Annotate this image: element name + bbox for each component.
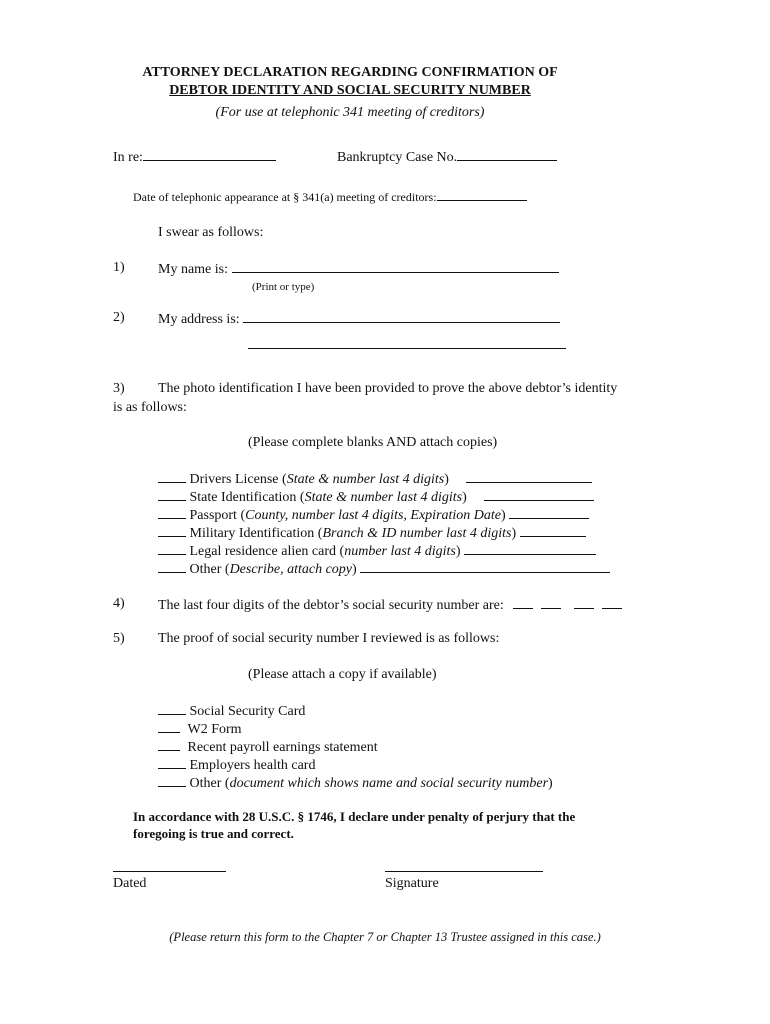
state-id-field[interactable] <box>484 488 594 501</box>
item5-instruction: (Please attach a copy if available) <box>248 667 437 682</box>
item1-row <box>158 260 559 278</box>
form-title-line1: ATTORNEY DECLARATION REGARDING CONFIRMATION OF <box>142 65 558 80</box>
health-card-check[interactable] <box>158 756 186 769</box>
ssn-digit-4[interactable] <box>602 596 622 609</box>
option-passport: Passport (County, number last 4 digits, Expiration Date) <box>158 506 589 524</box>
option-other-ssn: Other (document which shows name and social security number) <box>158 774 553 792</box>
w2-form-check[interactable] <box>158 720 180 733</box>
option-military-id: Military Identification (Branch & ID number last 4 digits) <box>158 524 586 542</box>
alien-card-check[interactable] <box>158 542 186 555</box>
option-ss-card: Social Security Card <box>158 702 305 720</box>
in-re-row <box>113 148 276 166</box>
item1-label: My name is: <box>158 262 228 277</box>
state-id-check[interactable] <box>158 488 186 501</box>
option-alien-card: Legal residence alien card (number last 4 digits) <box>158 542 596 560</box>
case-no-field[interactable] <box>457 148 557 161</box>
payroll-statement-check[interactable] <box>158 738 180 751</box>
footer-note: (Please return this form to the Chapter 7 or Chapter 13 Trustee assigned in this case.) <box>169 930 601 944</box>
other-ssn-check[interactable] <box>158 774 186 787</box>
item3-text-line2: is as follows: <box>113 400 187 415</box>
item2-label: My address is: <box>158 312 240 327</box>
ssn-digit-1[interactable] <box>513 596 533 609</box>
drivers-license-field[interactable] <box>466 470 592 483</box>
passport-check[interactable] <box>158 506 186 519</box>
ssn-digit-3[interactable] <box>574 596 594 609</box>
declaration-line1: In accordance with 28 U.S.C. § 1746, I declare under penalty of perjury that the <box>133 809 576 824</box>
in-re-label: In re: <box>113 150 143 165</box>
name-field[interactable] <box>232 260 559 273</box>
option-drivers-license: Drivers License (State & number last 4 digits) <box>158 470 592 488</box>
case-no-label: Bankruptcy Case No. <box>337 150 458 165</box>
date-row <box>133 188 527 205</box>
other-id-check[interactable] <box>158 560 186 573</box>
signature-label: Signature <box>385 876 439 891</box>
address-field-line1[interactable] <box>243 310 560 323</box>
passport-field[interactable] <box>509 506 589 519</box>
item4-text: The last four digits of the debtor’s social security number are: <box>158 598 504 613</box>
item1-number: 1) <box>113 260 125 275</box>
form-subtitle: (For use at telephonic 341 meeting of creditors) <box>215 105 485 120</box>
signature-field[interactable] <box>385 871 543 872</box>
print-or-type-note: (Print or type) <box>252 281 315 293</box>
option-other-id: Other (Describe, attach copy) <box>158 560 610 578</box>
date-field[interactable] <box>437 188 527 201</box>
military-id-check[interactable] <box>158 524 186 537</box>
drivers-license-check[interactable] <box>158 470 186 483</box>
item5-number: 5) <box>113 631 125 646</box>
date-label: Date of telephonic appearance at § 341(a) meeting of creditors: <box>133 190 437 204</box>
address-field-line2[interactable] <box>248 348 566 349</box>
item4-number: 4) <box>113 596 125 611</box>
dated-field[interactable] <box>113 871 226 872</box>
item2-number: 2) <box>113 310 125 325</box>
dated-label: Dated <box>113 876 147 891</box>
declaration-line2: foregoing is true and correct. <box>133 826 294 841</box>
item3-instruction: (Please complete blanks AND attach copies) <box>248 435 498 450</box>
military-id-field[interactable] <box>520 524 586 537</box>
option-state-id: State Identification (State & number last 4 digits) <box>158 488 594 506</box>
option-payroll-statement: Recent payroll earnings statement <box>158 738 378 756</box>
in-re-field[interactable] <box>143 148 276 161</box>
item3-number: 3) <box>113 381 125 396</box>
item2-row <box>158 310 560 328</box>
ss-card-check[interactable] <box>158 702 186 715</box>
item5-text: The proof of social security number I reviewed is as follows: <box>158 631 500 646</box>
swear-statement: I swear as follows: <box>158 225 264 240</box>
alien-card-field[interactable] <box>464 542 596 555</box>
option-w2-form: W2 Form <box>158 720 242 738</box>
other-id-field[interactable] <box>360 560 610 573</box>
case-no-row <box>337 148 557 166</box>
item3-text-line1: The photo identification I have been provided to prove the above debtor’s identity <box>158 381 618 396</box>
option-health-card: Employers health card <box>158 756 315 774</box>
item4-row <box>158 596 622 614</box>
ssn-digit-2[interactable] <box>541 596 561 609</box>
form-title-line2: DEBTOR IDENTITY AND SOCIAL SECURITY NUMBER <box>169 83 531 98</box>
